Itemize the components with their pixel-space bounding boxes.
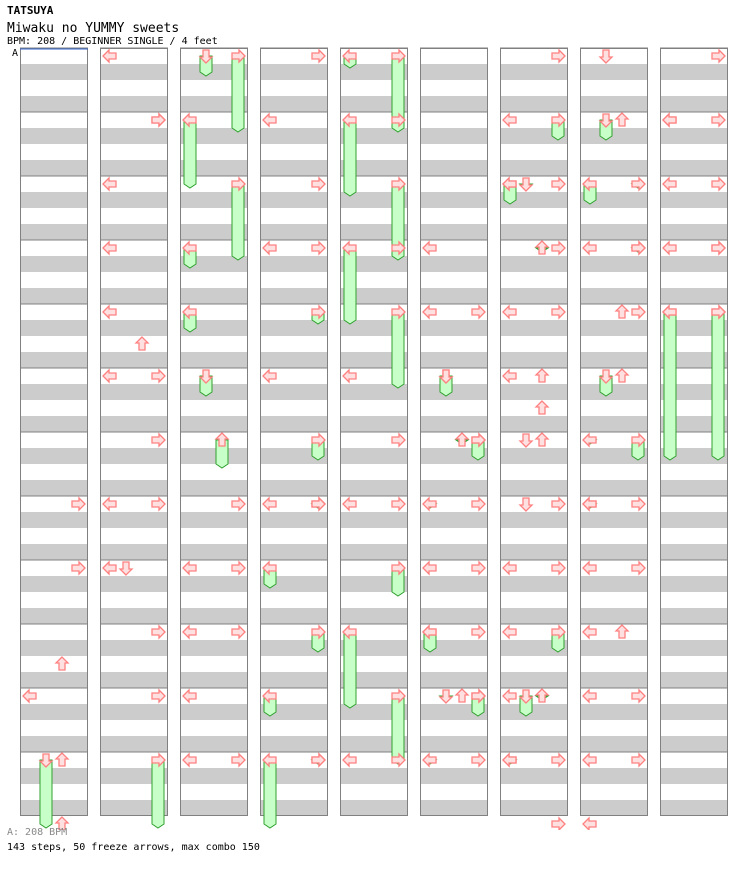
beat-stripe — [260, 416, 328, 432]
beat-stripe — [180, 512, 248, 528]
beat-stripe — [420, 768, 488, 784]
beat-stripe — [100, 704, 168, 720]
beat-stripe — [180, 352, 248, 368]
beat-stripe — [20, 448, 88, 464]
step-arrow-right — [552, 818, 565, 830]
beat-stripe — [20, 416, 88, 432]
beat-stripe — [20, 160, 88, 176]
freeze-arrow — [184, 120, 196, 188]
freeze-arrow — [392, 696, 404, 764]
beat-stripe — [420, 256, 488, 272]
beat-stripe — [180, 448, 248, 464]
beat-stripe — [580, 608, 648, 624]
beat-stripe — [20, 64, 88, 80]
beat-stripe — [340, 416, 408, 432]
beat-stripe — [660, 704, 728, 720]
chart-column — [580, 48, 648, 816]
beat-stripe — [180, 608, 248, 624]
chart-info: BPM: 208 / BEGINNER SINGLE / 4 feet — [7, 36, 218, 47]
step-statistics: 143 steps, 50 freeze arrows, max combo 150 — [7, 842, 260, 853]
beat-stripe — [20, 256, 88, 272]
beat-stripe — [580, 96, 648, 112]
beat-stripe — [580, 544, 648, 560]
beat-stripe — [580, 640, 648, 656]
beat-stripe — [660, 224, 728, 240]
beat-stripe — [660, 640, 728, 656]
beat-stripe — [580, 576, 648, 592]
beat-stripe — [500, 768, 568, 784]
beat-stripe — [180, 640, 248, 656]
beat-stripe — [260, 352, 328, 368]
beat-stripe — [500, 576, 568, 592]
beat-stripe — [500, 96, 568, 112]
beat-stripe — [20, 320, 88, 336]
beat-stripe — [660, 800, 728, 816]
beat-stripe — [100, 224, 168, 240]
beat-stripe — [500, 160, 568, 176]
beat-stripe — [340, 768, 408, 784]
beat-stripe — [500, 352, 568, 368]
beat-stripe — [500, 320, 568, 336]
beat-stripe — [500, 704, 568, 720]
beat-stripe — [580, 672, 648, 688]
beat-stripe — [100, 608, 168, 624]
beat-stripe — [260, 96, 328, 112]
beat-stripe — [260, 672, 328, 688]
beat-stripe — [420, 608, 488, 624]
beat-stripe — [660, 544, 728, 560]
beat-stripe — [20, 128, 88, 144]
beat-stripe — [180, 672, 248, 688]
beat-stripe — [260, 512, 328, 528]
beat-stripe — [340, 448, 408, 464]
freeze-arrow — [232, 184, 244, 260]
beat-stripe — [180, 416, 248, 432]
beat-stripe — [660, 288, 728, 304]
beat-stripe — [500, 224, 568, 240]
beat-stripe — [20, 96, 88, 112]
beat-stripe — [20, 224, 88, 240]
beat-stripe — [500, 480, 568, 496]
beat-stripe — [420, 800, 488, 816]
beat-stripe — [500, 256, 568, 272]
beat-stripe — [100, 96, 168, 112]
beat-stripe — [20, 672, 88, 688]
beat-stripe — [340, 480, 408, 496]
beat-stripe — [20, 608, 88, 624]
artist-name: TATSUYA — [7, 4, 54, 17]
beat-stripe — [580, 736, 648, 752]
chart-footer — [7, 825, 260, 855]
beat-stripe — [500, 736, 568, 752]
beat-stripe — [340, 800, 408, 816]
beat-stripe — [420, 160, 488, 176]
beat-stripe — [180, 800, 248, 816]
beat-stripe — [580, 64, 648, 80]
beat-stripe — [660, 64, 728, 80]
beat-stripe — [20, 288, 88, 304]
beat-stripe — [340, 512, 408, 528]
beat-stripe — [500, 672, 568, 688]
beat-stripe — [500, 64, 568, 80]
beat-stripe — [180, 704, 248, 720]
beat-stripe — [580, 288, 648, 304]
beat-stripe — [420, 736, 488, 752]
beat-stripe — [340, 608, 408, 624]
beat-stripe — [20, 544, 88, 560]
freeze-arrow — [664, 312, 676, 460]
freeze-arrow — [392, 568, 404, 596]
beat-stripe — [580, 512, 648, 528]
beat-stripe — [580, 352, 648, 368]
beat-stripe — [420, 672, 488, 688]
beat-stripe — [100, 128, 168, 144]
beat-stripe — [500, 544, 568, 560]
beat-stripe — [180, 480, 248, 496]
beat-stripe — [260, 192, 328, 208]
beat-stripe — [100, 448, 168, 464]
beat-stripe — [20, 352, 88, 368]
beat-stripe — [420, 224, 488, 240]
beat-stripe — [420, 512, 488, 528]
beat-stripe — [580, 416, 648, 432]
beat-stripe — [100, 320, 168, 336]
beat-stripe — [260, 224, 328, 240]
beat-stripe — [180, 736, 248, 752]
freeze-arrow — [344, 120, 356, 196]
beat-stripe — [20, 576, 88, 592]
beat-stripe — [660, 480, 728, 496]
beat-stripe — [420, 352, 488, 368]
freeze-arrow — [152, 760, 164, 828]
beat-stripe — [660, 128, 728, 144]
beat-stripe — [580, 800, 648, 816]
beat-stripe — [660, 672, 728, 688]
beat-stripe — [500, 416, 568, 432]
beat-stripe — [580, 768, 648, 784]
beat-stripe — [20, 512, 88, 528]
beat-stripe — [180, 544, 248, 560]
beat-stripe — [420, 96, 488, 112]
beat-stripe — [500, 384, 568, 400]
beat-stripe — [500, 608, 568, 624]
beat-stripe — [420, 544, 488, 560]
beat-stripe — [580, 224, 648, 240]
freeze-arrow — [344, 248, 356, 324]
freeze-arrow — [232, 56, 244, 132]
beat-stripe — [260, 160, 328, 176]
beat-stripe — [180, 384, 248, 400]
beat-stripe — [580, 256, 648, 272]
bpm-marker-label: A — [12, 48, 19, 59]
beat-stripe — [100, 640, 168, 656]
beat-stripe — [100, 352, 168, 368]
beat-stripe — [660, 160, 728, 176]
beat-stripe — [260, 256, 328, 272]
beat-stripe — [500, 512, 568, 528]
chart-column — [500, 48, 568, 816]
bpm-legend: A: 208 BPM — [7, 827, 68, 838]
beat-stripe — [100, 160, 168, 176]
beat-stripe — [20, 480, 88, 496]
beat-stripe — [100, 192, 168, 208]
beat-stripe — [580, 704, 648, 720]
beat-stripe — [260, 128, 328, 144]
beat-stripe — [20, 192, 88, 208]
beat-stripe — [100, 672, 168, 688]
beat-stripe — [660, 768, 728, 784]
beat-stripe — [180, 576, 248, 592]
step-arrow-left — [583, 818, 596, 830]
beat-stripe — [100, 384, 168, 400]
beat-stripe — [20, 736, 88, 752]
beat-stripe — [420, 416, 488, 432]
beat-stripe — [580, 160, 648, 176]
beat-stripe — [20, 704, 88, 720]
beat-stripe — [500, 288, 568, 304]
beat-stripe — [100, 256, 168, 272]
beat-stripe — [20, 384, 88, 400]
beat-stripe — [420, 128, 488, 144]
freeze-arrow — [712, 312, 724, 460]
beat-stripe — [580, 128, 648, 144]
beat-stripe — [260, 480, 328, 496]
beat-stripe — [660, 96, 728, 112]
beat-stripe — [580, 320, 648, 336]
beat-stripe — [100, 544, 168, 560]
beat-stripe — [260, 736, 328, 752]
beat-stripe — [100, 288, 168, 304]
beat-stripe — [260, 608, 328, 624]
beat-stripe — [580, 384, 648, 400]
beat-stripe — [500, 448, 568, 464]
beat-stripe — [420, 576, 488, 592]
beat-stripe — [100, 416, 168, 432]
chart-column — [20, 48, 88, 816]
freeze-arrow — [40, 760, 52, 828]
beat-stripe — [260, 288, 328, 304]
beat-stripe — [20, 800, 88, 816]
beat-stripe — [100, 576, 168, 592]
song-title: Miwaku no YUMMY sweets — [7, 21, 180, 36]
beat-stripe — [660, 192, 728, 208]
beat-stripe — [260, 384, 328, 400]
beat-stripe — [420, 480, 488, 496]
beat-stripe — [100, 736, 168, 752]
beat-stripe — [340, 544, 408, 560]
beat-stripe — [420, 192, 488, 208]
beat-stripe — [660, 608, 728, 624]
beat-stripe — [660, 736, 728, 752]
beat-stripe — [180, 768, 248, 784]
beat-stripe — [420, 320, 488, 336]
beat-stripe — [660, 512, 728, 528]
beat-stripe — [420, 64, 488, 80]
beat-stripe — [100, 512, 168, 528]
beat-stripe — [660, 576, 728, 592]
beat-stripe — [20, 768, 88, 784]
beat-stripe — [100, 480, 168, 496]
beat-stripe — [100, 64, 168, 80]
freeze-arrow — [392, 312, 404, 388]
freeze-arrow — [344, 632, 356, 708]
beat-stripe — [20, 640, 88, 656]
beat-stripe — [580, 480, 648, 496]
beat-stripe — [660, 256, 728, 272]
beat-stripe — [260, 64, 328, 80]
beat-stripe — [420, 288, 488, 304]
beat-stripe — [420, 384, 488, 400]
beat-stripe — [260, 544, 328, 560]
chart-column — [100, 48, 168, 816]
beat-stripe — [180, 288, 248, 304]
beat-stripe — [500, 800, 568, 816]
freeze-arrow — [264, 760, 276, 828]
